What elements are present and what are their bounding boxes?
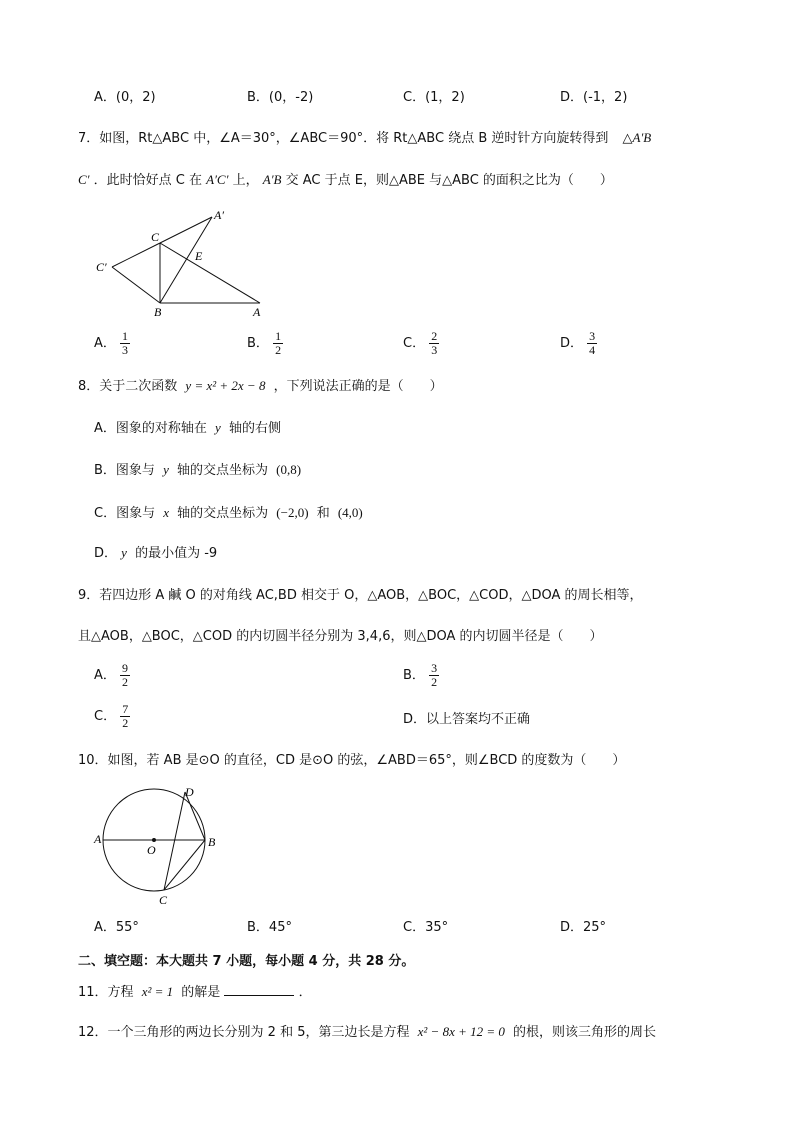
q11-stem-end: ． [298,985,312,1000]
q12-stem [78,1022,656,1043]
q8-option-c [94,503,363,524]
q8-stem [78,376,443,397]
section-2-title: 二、填空题：本大题共 7 小题，每小题 4 分，共 28 分。 [78,954,415,969]
q8-option-a-text: A．图象的对称轴在 [94,421,207,436]
q7-option-a-letter: A． [94,336,116,351]
q8-option-d-text: D． [94,546,118,561]
q11-stem-math: x² = 1 [141,984,174,999]
q10-label-d: D [185,785,194,799]
q7-label-c: C [151,230,160,244]
q7-stem-math: △A′B [622,130,652,145]
q10-option-a: A．55° [94,920,139,935]
q10-stem: 10．如图，若 AB 是⊙O 的直径，CD 是⊙O 的弦，∠ABD＝65°，则∠BCD 的度数为（ ） [78,753,626,768]
q8-option-d-var: y [121,545,127,560]
q9-option-a-letter: A． [94,668,116,683]
q8-option-b-mid: 轴的交点坐标为 [176,463,268,478]
q7-option-c-den: 3 [431,343,438,357]
q7-option-d [560,330,597,357]
q10-option-d: D．25° [560,920,607,935]
q7-option-b-num: 1 [275,329,282,343]
q11-stem-text: 11．方程 [78,985,134,1000]
q8-option-b-value: (0,8) [276,462,302,477]
q7-stem-line1 [78,128,651,149]
q7-option-c-letter: C． [403,336,426,351]
q10-label-b: B [208,835,216,849]
q7-stem-text: 7．如图，Rt△ABC 中，∠A＝30°，∠ABC＝90°．将 Rt△ABC 绕点 B 逆时针方向旋转得到 [78,131,609,146]
q7-stem-line2 [78,170,613,191]
q10-option-b: B．45° [247,920,292,935]
q7-option-c [403,330,439,357]
q8-option-c-var: x [163,505,169,520]
q8-option-c-text: C．图象与 [94,506,156,521]
q11-stem [78,981,312,1003]
q12-stem-end: 的根，则该三角形的周长 [513,1025,657,1040]
q6-option-c: C．(1，2) [403,90,465,105]
q6-option-d: D．(-1，2) [560,90,628,105]
q10-label-a: A [94,832,102,846]
q7-stem-part-b: 上， [232,173,259,188]
q8-option-a-var: y [215,420,221,435]
q7-option-d-num: 3 [589,329,596,343]
q8-stem-end: ，下列说法正确的是（ ） [273,379,443,394]
q6-option-a: A．(0，2) [94,90,156,105]
q7-option-b [247,330,283,357]
q8-option-a-end: 轴的右侧 [228,421,281,436]
q8-option-c-value1: (−2,0) [276,505,309,520]
q9-option-a-num: 9 [122,661,129,675]
q9-option-b [403,662,439,689]
q7-label-e: E [195,249,203,263]
q8-option-d [94,543,217,564]
q7-stem-part-a: ．此时恰好点 C 在 [93,173,202,188]
q7-option-d-fraction [587,330,597,357]
q11-answer-blank[interactable] [224,981,294,996]
q7-option-a [94,330,130,357]
q7-c-prime: C′ [78,172,90,187]
q11-stem-mid: 的解是 [181,985,221,1000]
q9-option-c-num: 7 [122,702,129,716]
q9-option-a [94,662,130,689]
q7-option-a-den: 3 [122,343,129,357]
q7-option-d-den: 4 [589,343,596,357]
q7-stem-part-c: 交 AC 于点 E，则△ABE 与△ABC 的面积之比为（ ） [285,173,613,188]
q7-label-a-prime: A′ [214,208,224,222]
q7-math-a-prime-c-prime: A′C′ [206,172,229,187]
q7-option-b-letter: B． [247,336,269,351]
q7-option-a-fraction [120,330,130,357]
q7-math-a-prime-b: A′B [262,172,282,187]
q7-option-a-num: 1 [122,329,129,343]
q7-option-d-letter: D． [560,336,584,351]
q9-option-b-den: 2 [431,675,438,689]
q7-label-a: A [253,305,261,319]
q7-option-c-num: 2 [431,329,438,343]
q9-stem-line2: 且△AOB，△BOC，△COD 的内切圆半径分别为 3,4,6，则△DOA 的内切圆半径是（ ） [78,629,603,644]
q8-option-a [94,418,281,439]
q10-option-c: C．35° [403,920,449,935]
q9-option-c [94,703,130,730]
q10-circle-figure [90,780,220,908]
q12-stem-text: 12．一个三角形的两边长分别为 2 和 5，第三边长是方程 [78,1025,410,1040]
q7-option-b-den: 2 [275,343,282,357]
q10-label-o: O [147,843,156,857]
q9-stem-line1: 9．若四边形 A 鹹 O 的对角线 AC,BD 相交于 O，△AOB，△BOC，△COD，△DOA 的周长相等， [78,588,643,603]
q8-stem-text: 8．关于二次函数 [78,379,178,394]
q10-center-point [152,838,156,842]
q9-option-d: D．以上答案均不正确 [403,712,531,727]
q9-option-c-den: 2 [122,716,129,730]
q8-option-b-text: B．图象与 [94,463,155,478]
q9-option-c-letter: C． [94,709,117,724]
q9-option-a-fraction [120,662,130,689]
q9-option-a-den: 2 [122,675,129,689]
q8-option-b [94,460,301,481]
q7-option-c-fraction [429,330,439,357]
q8-option-c-mid: 轴的交点坐标为 [177,506,269,521]
q9-option-b-num: 3 [431,661,438,675]
q9-option-b-fraction [429,662,439,689]
q8-option-b-var: y [163,462,169,477]
q8-option-c-value2: (4,0) [337,505,363,520]
q6-option-b: B．(0，-2) [247,90,314,105]
q9-option-c-fraction [120,703,130,730]
q7-label-b: B [154,305,162,319]
q8-stem-math: y = x² + 2x − 8 [185,378,266,393]
q12-stem-math: x² − 8x + 12 = 0 [417,1024,505,1039]
q7-label-c-prime: C′ [96,260,107,274]
q9-option-b-letter: B． [403,668,425,683]
q8-option-c-and: 和 [316,506,330,521]
q7-option-b-fraction [273,330,283,357]
q8-option-d-end: 的最小值为 -9 [135,546,218,561]
q7-triangle-figure [90,205,280,320]
q10-label-c: C [159,893,168,907]
